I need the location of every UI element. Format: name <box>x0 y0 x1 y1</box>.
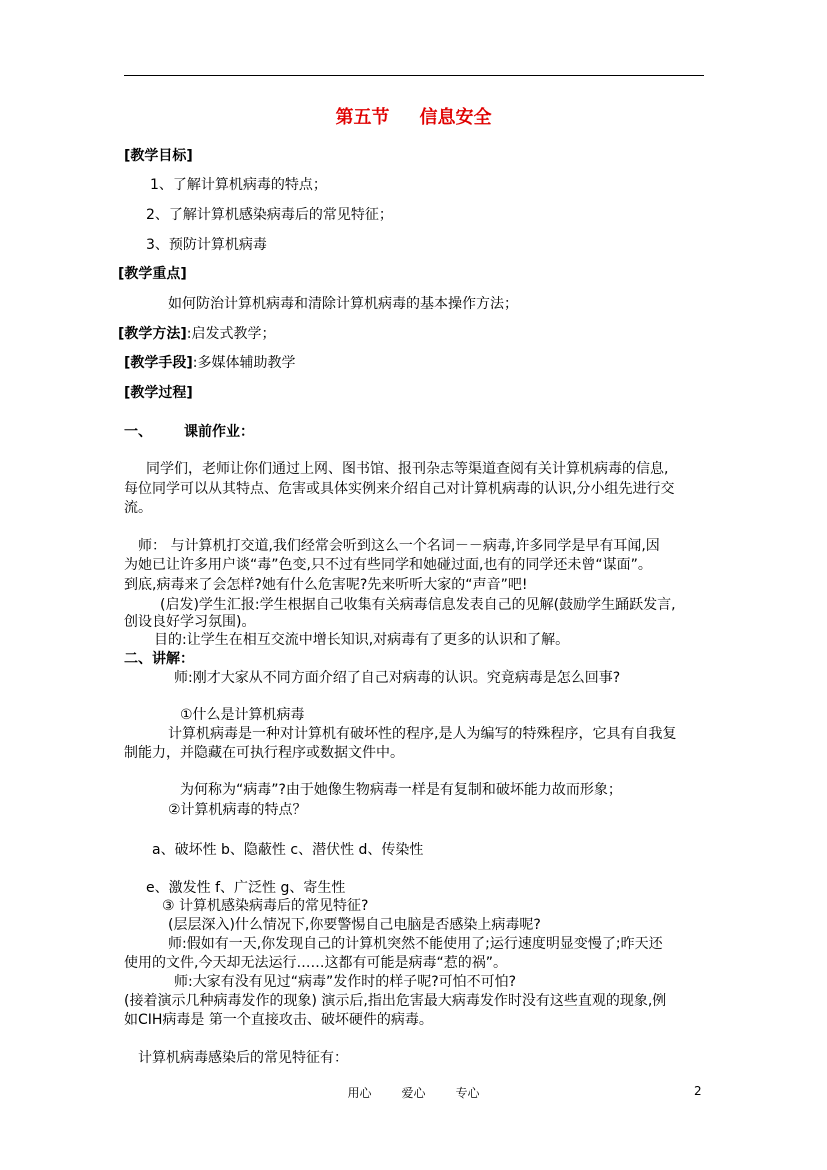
page-title <box>0 103 827 129</box>
report-line: 创设良好学习氛围)。 <box>124 614 256 630</box>
para-line: 流。 <box>124 500 152 516</box>
intro-line: 师:刚才大家从不同方面介绍了自己对病毒的认识。究竟病毒是怎么回事? <box>174 670 621 686</box>
traits-line: a、破坏性 b、隐蔽性 c、潜伏性 d、传染性 <box>152 842 424 858</box>
footer-item: 用心 <box>347 1086 372 1100</box>
para-line: 每位同学可以从其特点、危害或具体实例来介绍自己对计算机病毒的认识,分小组先进行交 <box>124 481 675 497</box>
purpose-line: 目的:让学生在相互交流中增长知识,对病毒有了更多的认识和了解。 <box>154 632 570 648</box>
title-topic: 信息安全 <box>419 107 492 128</box>
traits-line: e、激发性 f、广泛性 g、寄生性 <box>146 880 346 896</box>
objective-item: 2、了解计算机感染病毒后的常见特征； <box>146 207 393 223</box>
report-line: (启发)学生汇报:学生根据自己收集有关病毒信息发表自己的见解(鼓励学生踊跃发言, <box>160 597 676 613</box>
deep-line: (层层深入)什么情况下,你要警惕自己电脑是否感染上病毒呢? <box>168 917 541 933</box>
why-line: 为何称为“病毒”?由于她像生物病毒一样是有复制和破坏能力故而形象； <box>180 782 622 798</box>
footer-item: 爱心 <box>401 1086 426 1100</box>
question-2: ②计算机病毒的特点？ <box>168 802 307 818</box>
common-features-line: 计算机病毒感染后的常见特征有： <box>138 1050 348 1066</box>
key-point-heading: [教学重点] <box>118 266 187 282</box>
key-point-text: 如何防治计算机病毒和清除计算机病毒的基本操作方法； <box>168 296 518 312</box>
demo-line: (接着演示几种病毒发作的现象) 演示后,指出危害最大病毒发作时没有这些直观的现象,例 <box>124 993 667 1009</box>
question-3: ③ 计算机感染病毒后的常见特征? <box>162 898 369 914</box>
para-line: 同学们，老师让你们通过上网、图书馆、报刊杂志等渠道查阅有关计算机病毒的信息, <box>146 461 669 477</box>
teacher-line: 使用的文件,今天却无法运行……这都有可能是病毒“惹的祸”。 <box>124 955 507 971</box>
definition-line: 计算机病毒是一种对计算机有破坏性的程序,是人为编写的特殊程序，它具有自我复 <box>168 726 677 742</box>
teacher-line: 为她已让许多用户谈“毒”色变,只不过有些同学和她碰过面,也有的同学还未曾“谋面”。 <box>124 557 652 573</box>
teacher-line: 师:大家有没有见过“病毒”发作时的样子呢?可怕不可怕? <box>174 974 517 990</box>
definition-line: 制能力，并隐藏在可执行程序或数据文件中。 <box>124 745 404 761</box>
means-value: :多媒体辅助教学 <box>192 355 296 371</box>
objectives-heading: [教学目标] <box>124 148 193 164</box>
page-number: 2 <box>694 1084 702 1098</box>
teacher-line: 师:假如有一天,你发现自己的计算机突然不能使用了;运行速度明显变慢了;昨天还 <box>168 936 663 952</box>
process-heading: [教学过程] <box>124 385 193 401</box>
header-rule <box>124 75 704 76</box>
section1-heading <box>124 424 254 440</box>
section1-title: 课前作业： <box>184 424 254 440</box>
objective-item: 3、预防计算机病毒 <box>146 237 267 253</box>
section1-number: 一、 <box>124 424 152 440</box>
title-chapter: 第五节 <box>335 107 390 128</box>
teacher-line: 师： 与计算机打交道,我们经常会听到这么一个名词－－病毒,许多同学是早有耳闻,因 <box>138 538 660 554</box>
objective-item: 1、了解计算机病毒的特点； <box>150 177 327 193</box>
page-footer <box>0 1084 827 1101</box>
demo-line: 如CIH病毒是 第一个直接攻击、破坏硬件的病毒。 <box>124 1012 433 1028</box>
method-label: [教学方法] <box>118 326 187 342</box>
section2-heading: 二、讲解： <box>124 651 194 667</box>
means-label: [教学手段] <box>124 355 193 371</box>
question-1: ①什么是计算机病毒 <box>180 707 305 723</box>
means-line <box>124 355 296 371</box>
method-value: :启发式教学； <box>186 326 276 342</box>
method-line <box>118 326 276 342</box>
footer-item: 专心 <box>455 1086 480 1100</box>
teacher-line: 到底,病毒来了会怎样?她有什么危害呢?先来听听大家的“声音”吧! <box>124 577 528 593</box>
